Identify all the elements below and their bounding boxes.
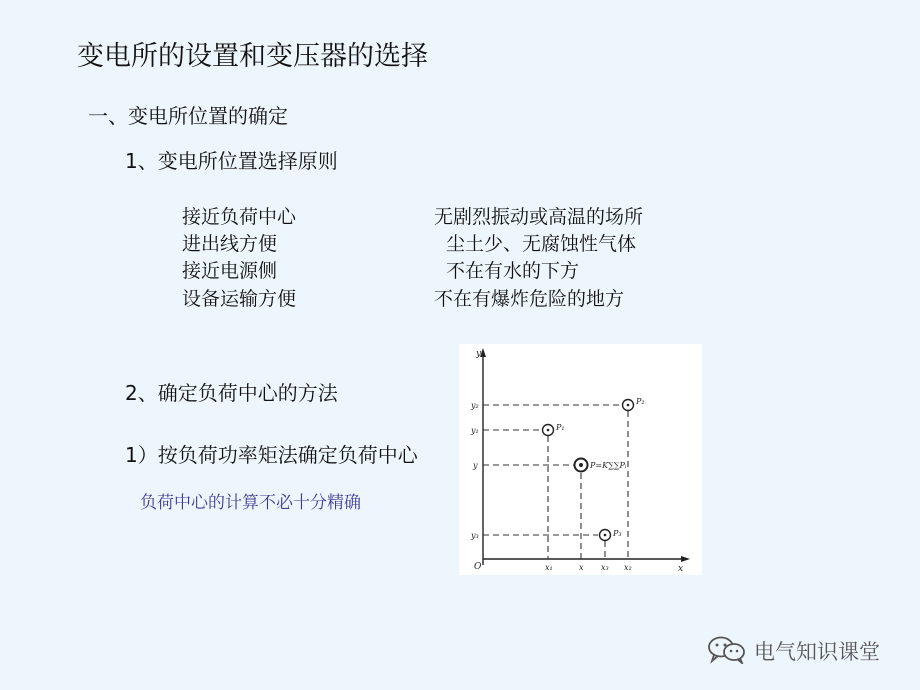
wechat-icon <box>706 634 748 664</box>
center-label: P=K∑∑Pᵢ <box>590 461 627 470</box>
p1-label: P₁ <box>556 423 565 432</box>
tick-y: y₃ <box>471 531 479 540</box>
tick-y: y₂ <box>471 401 479 410</box>
criteria-right-item: 无剧烈振动或高温的场所 <box>434 206 644 228</box>
origin-label: O <box>474 562 482 572</box>
criteria-right-item: 不在有爆炸危险的地方 <box>434 288 625 310</box>
load-center-figure <box>459 344 702 575</box>
tick-y: y <box>473 461 478 470</box>
tick-x: x₃ <box>601 563 609 572</box>
criteria-left-item: 设备运输方便 <box>182 288 297 310</box>
point-p1-dot <box>547 429 550 432</box>
criteria-right-item: 不在有水的下方 <box>446 260 580 282</box>
y-axis-label: y <box>476 349 482 359</box>
tick-x: x₂ <box>624 563 632 572</box>
section1-subheading: 1、变电所位置选择原则 <box>125 149 338 173</box>
x-axis-label: x <box>678 564 684 574</box>
tick-y: y₁ <box>471 426 479 435</box>
point-p3-dot <box>604 534 607 537</box>
section2-note: 负荷中心的计算不必十分精确 <box>140 493 361 513</box>
criteria-left-item: 接近负荷中心 <box>182 206 297 228</box>
p2-label: P₂ <box>636 397 645 406</box>
criteria-left-item: 接近电源侧 <box>182 260 278 282</box>
p3-label: P₃ <box>613 529 622 538</box>
tick-x: x <box>579 563 584 572</box>
criteria-right-item: 尘土少、无腐蚀性气体 <box>446 233 637 255</box>
section2-subheading: 1）按负荷功率矩法确定负荷中心 <box>125 443 418 467</box>
point-center-dot <box>579 463 583 467</box>
section2-heading: 2、确定负荷中心的方法 <box>125 381 338 405</box>
x-axis-arrow <box>681 556 690 562</box>
point-p2-dot <box>627 404 630 407</box>
section1-heading: 一、变电所位置的确定 <box>88 104 288 128</box>
slide-title: 变电所的设置和变压器的选择 <box>77 41 428 72</box>
watermark-text: 电气知识课堂 <box>754 640 880 664</box>
criteria-left-item: 进出线方便 <box>182 233 278 255</box>
tick-x: x₁ <box>545 563 553 572</box>
